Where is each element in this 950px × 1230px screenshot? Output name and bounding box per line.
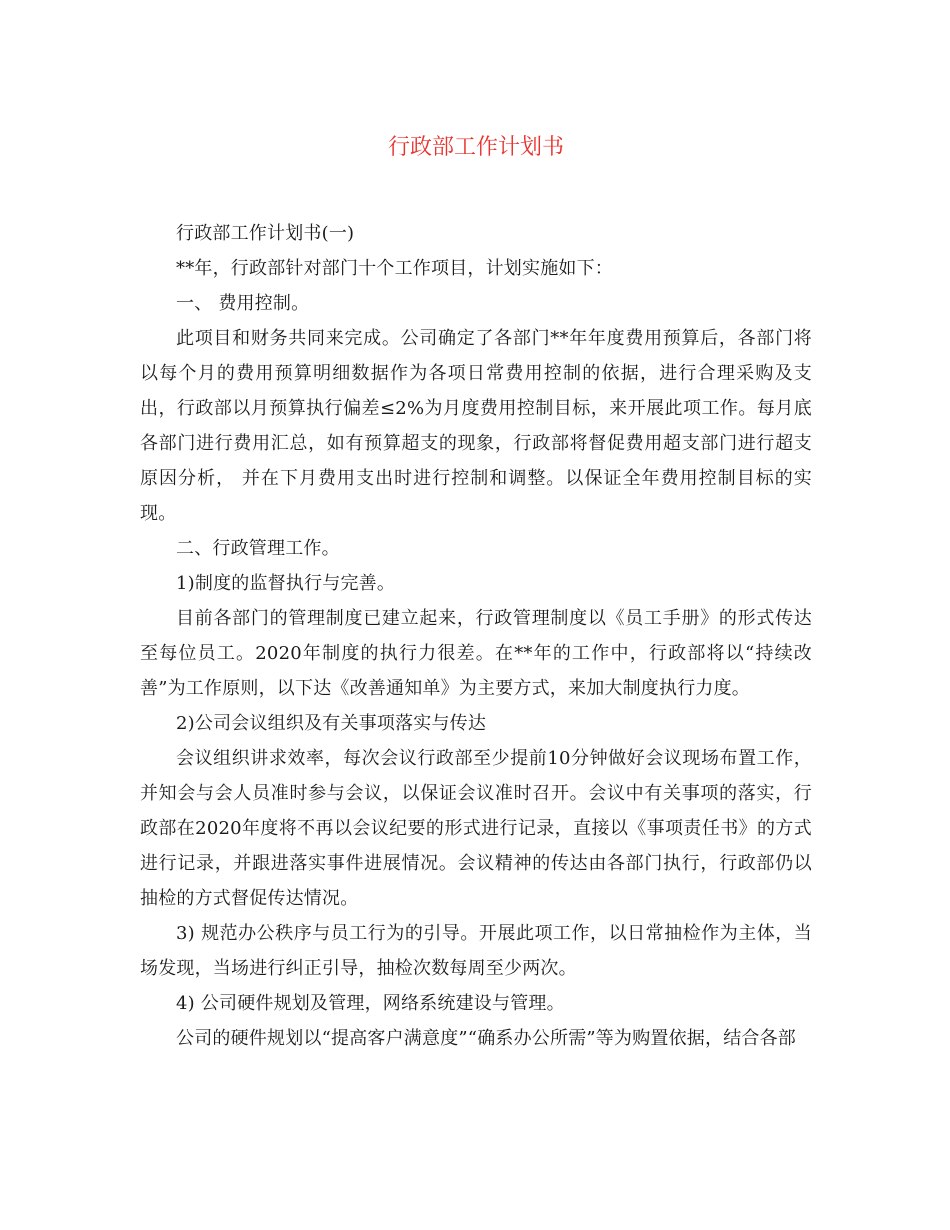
paragraph-meetings: 会议组织讲求效率，每次会议行政部至少提前10分钟做好会议现场布置工作，并知会与会人员准时参与会议，以保证会议准时召开。会议中有关事项的落实，行政部在2020年度将不再以会议纪要的形式进行记录，直接以《事项责任书》的方式进行记录，并跟进落实事件进展情况。会议精神的传达由各部门执行，行政部仍以抽检的方式督促传达情况。 [140,748,812,909]
paragraph-rules-supervision: 目前各部门的管理制度已建立起来，行政管理制度以《员工手册》的形式传达至每位员工。2020年制度的执行力很差。在**年的工作中，行政部将以“持续改善”为工作原则，以下达《改善通知单》为主要方式，来加大制度执行力度。 [140,608,812,699]
paragraph-intro: **年，行政部针对部门十个工作项目，计划实施如下： [176,258,613,279]
section-heading-cost-control: 一、 费用控制。 [176,293,310,314]
document-body [140,216,812,1056]
subheading-rules-supervision: 1)制度的监督执行与完善。 [176,573,396,594]
subheading-hardware-network: 4) 公司硬件规划及管理，网络系统建设与管理。 [176,993,565,1014]
document-title: 行政部工作计划书 [387,135,564,160]
paragraph-hardware-planning: 公司的硬件规划以“提高客户满意度”“确系办公所需”等为购置依据，结合各部 [176,1028,797,1049]
paragraph-office-order: 3) 规范办公秩序与员工行为的引导。开展此项工作，以日常抽检作为主体，当场发现，当场进行纠正引导，抽检次数每周至少两次。 [140,923,812,979]
subheading-meetings: 2)公司会议组织及有关事项落实与传达 [176,713,487,734]
paragraph-subtitle: 行政部工作计划书(一) [176,223,355,244]
section-heading-admin-management: 二、行政管理工作。 [176,538,340,559]
paragraph-cost-control: 此项目和财务共同来完成。公司确定了各部门**年年度费用预算后，各部门将以每个月的费用预算明细数据作为各项日常费用控制的依据，进行合理采购及支出，行政部以月预算执行偏差≤2%为月度费用控制目标，来开展此项工作。每月底各部门进行费用汇总，如有预算超支的现象，行政部将督促费用超支部门进行超支原因分析， 并在下月费用支出时进行控制和调整。以保证全年费用控制目标的实现。 [140,328,812,524]
